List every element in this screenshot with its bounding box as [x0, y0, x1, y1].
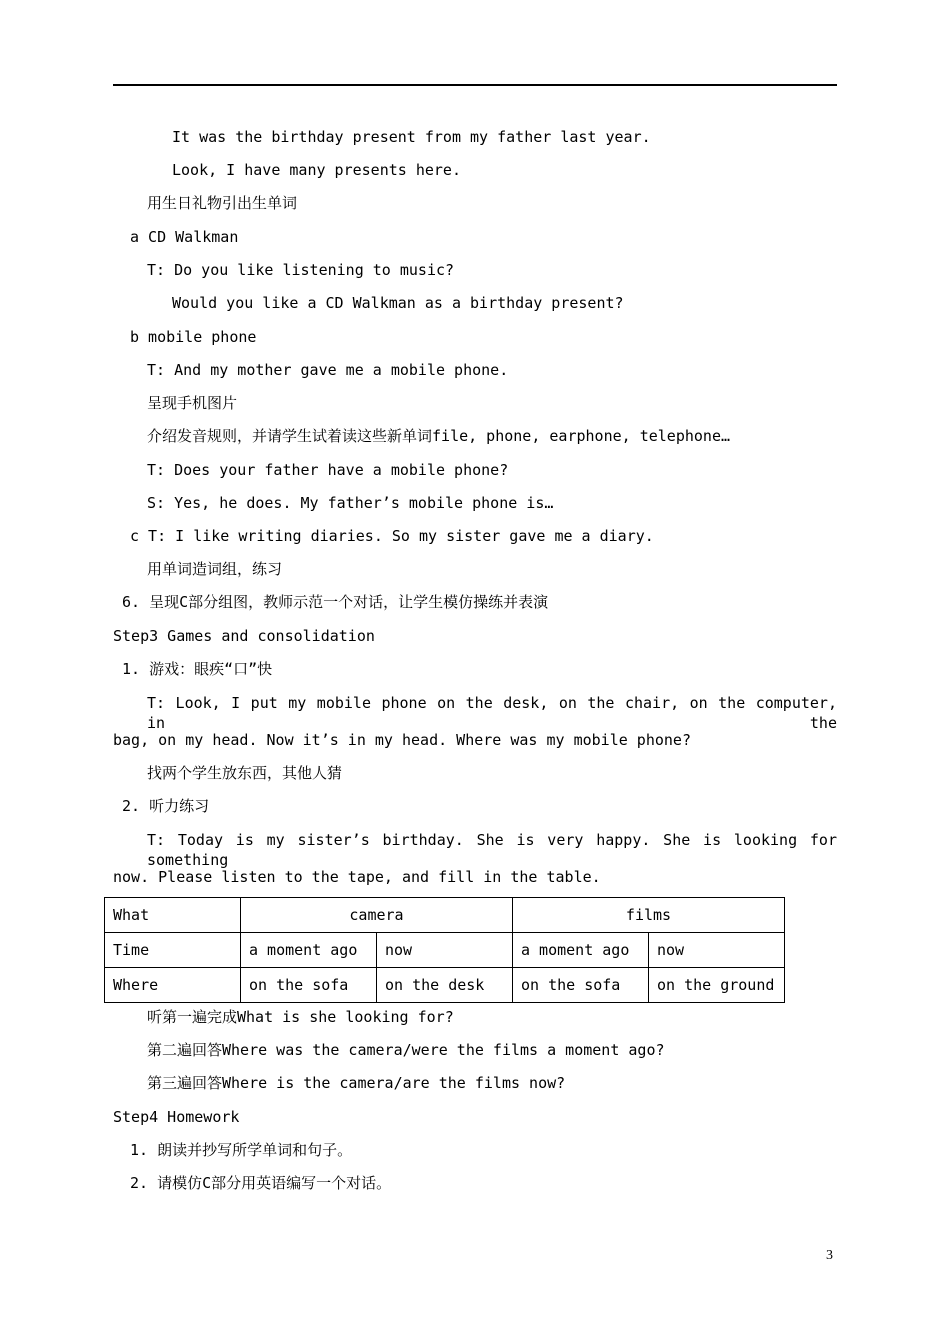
table-cell: now [377, 933, 513, 968]
text-line: 听第一遍完成What is she looking for? [147, 1008, 454, 1026]
paragraph-line: T: Today is my sister’s birthday. She is very happy. She is looking for something [147, 831, 837, 869]
list-item-c: c T: I like writing diaries. So my sister gave me a diary. [130, 527, 654, 545]
table-row [105, 898, 785, 933]
table-cell: now [649, 933, 785, 968]
text-line: bag, on my head. Now it’s in my head. Where was my mobile phone? [113, 731, 691, 749]
table-row [105, 968, 785, 1003]
header-rule [113, 84, 837, 86]
list-item-a: a CD Walkman [130, 228, 239, 246]
numbered-item: 1. 朗读并抄写所学单词和句子。 [130, 1141, 353, 1159]
paragraph-line: T: Look, I put my mobile phone on the desk, on the chair, on the computer, in the [147, 694, 837, 732]
table-cell: on the sofa [241, 968, 377, 1003]
text-line: It was the birthday present from my father last year. [172, 128, 651, 146]
text-line: S: Yes, he does. My father’s mobile phone is… [147, 494, 554, 512]
table-cell: camera [241, 898, 513, 933]
text-line: Look, I have many presents here. [172, 161, 461, 179]
table-cell: on the desk [377, 968, 513, 1003]
text-line: 第二遍回答Where was the camera/were the films a moment ago? [147, 1041, 665, 1059]
table-cell: Time [105, 933, 241, 968]
numbered-item: 2. 请模仿C部分用英语编写一个对话。 [130, 1174, 392, 1192]
list-item-b: b mobile phone [130, 328, 257, 346]
text-line: T: Do you like listening to music? [147, 261, 455, 279]
section-heading-step3: Step3 Games and consolidation [113, 627, 375, 645]
text-line: 找两个学生放东西，其他人猜 [147, 764, 343, 782]
text-line: now. Please listen to the tape, and fill in the table. [113, 868, 601, 886]
table-cell: on the sofa [513, 968, 649, 1003]
text-line: T: Does your father have a mobile phone? [147, 461, 509, 479]
text-line: T: And my mother gave me a mobile phone. [147, 361, 509, 379]
table-cell: a moment ago [513, 933, 649, 968]
text-line: Would you like a CD Walkman as a birthday present? [172, 294, 624, 312]
text-line: 用生日礼物引出生单词 [147, 194, 298, 212]
table-cell: a moment ago [241, 933, 377, 968]
table-cell: films [513, 898, 785, 933]
numbered-item: 1. 游戏：眼疾“口”快 [122, 660, 273, 678]
table-cell: Where [105, 968, 241, 1003]
section-heading-step4: Step4 Homework [113, 1108, 240, 1126]
text-line: 介绍发音规则，并请学生试着读这些新单词file, phone, earphone, telephone… [147, 427, 731, 445]
table-cell: What [105, 898, 241, 933]
text-line: 呈现手机图片 [147, 394, 238, 412]
numbered-item: 2. 听力练习 [122, 797, 210, 815]
listening-table [104, 897, 785, 1003]
text-line: 第三遍回答Where is the camera/are the films now? [147, 1074, 566, 1092]
page-number: 3 [826, 1248, 833, 1263]
table-cell: on the ground [649, 968, 785, 1003]
table-row [105, 933, 785, 968]
text-line: 用单词造词组，练习 [147, 560, 283, 578]
numbered-item: 6. 呈现C部分组图，教师示范一个对话，让学生模仿操练并表演 [122, 593, 549, 611]
